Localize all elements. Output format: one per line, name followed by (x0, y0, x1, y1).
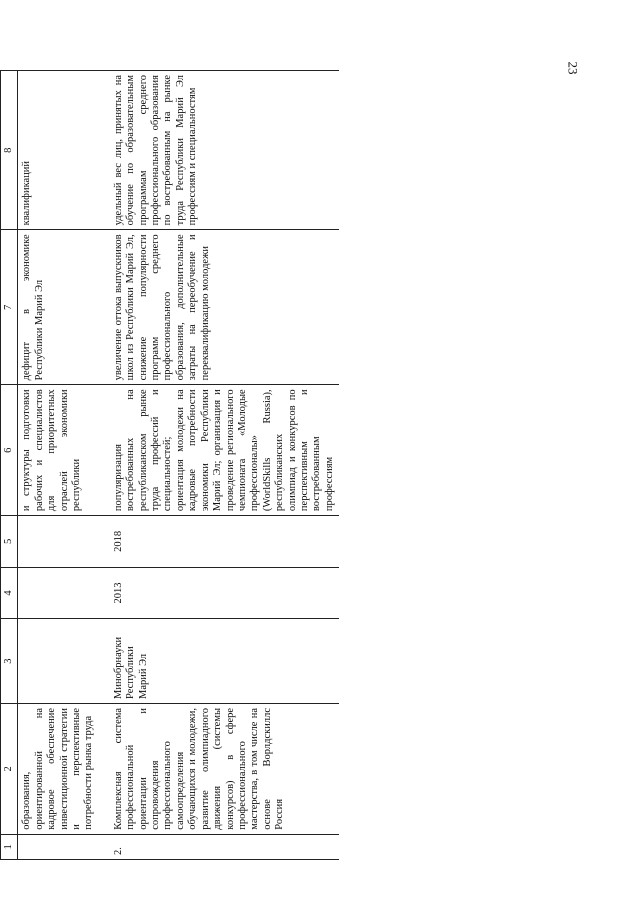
cell-consequences: увеличение оттока выпускников школ из Республики Марий Эл, снижение популярности программ среднего профессионального образования, дополнительные затраты на переобучение и переквалификацию молодежи (99, 230, 339, 385)
cell-num: 2. (99, 834, 339, 859)
header-col-3: 3 (1, 619, 18, 704)
cell-result: популяризация востребованных на республиканском рынке труда профессий и специальностей; ориентация молодежи на кадровые потребности экономики Республики Марий Эл; организация и проведение регионального чемпионата «Молодые профессионалы» (WorldSkills Russia), республиканских олимпиад и конкурсов по перспективным и востребованным профессиям (99, 385, 339, 516)
cell-start: 2013 (99, 567, 339, 619)
cell-end: 2018 (99, 516, 339, 568)
header-col-8: 8 (1, 71, 18, 230)
cell-link: квалификаций (18, 71, 99, 230)
header-col-6: 6 (1, 385, 18, 516)
cell-measure: образования, ориентированной на кадровое обеспечение инвестиционной стратегии и перспективные потребности рынка труда (18, 703, 99, 834)
cell-result: и структуры подготовки рабочих и специалистов для приоритетных отраслей экономики республики (18, 385, 99, 516)
cell-consequences: дефицит в экономике Республики Марий Эл (18, 230, 99, 385)
measures-table (0, 70, 339, 860)
table-row (18, 71, 99, 860)
page-number: 23 (565, 61, 581, 75)
cell-measure: Комплексная система профессиональной ориентации и сопровождения профессионального самоопределения обучающихся и молодежи, развитие олимпиадного движения (системы конкурсов) в сфере профессионального мастерства, в том числе на основе Ворлдскиллс Россия (99, 703, 339, 834)
rotated-table-container (0, 70, 430, 860)
header-row (1, 71, 18, 860)
header-col-5: 5 (1, 516, 18, 568)
cell-link: удельный вес лиц, принятых на обучение по образовательным программам среднего профессионального образования по востребованным на рынке труда Республики Марий Эл профессиям и специальностям (99, 71, 339, 230)
cell-executor (18, 619, 99, 704)
cell-end (18, 516, 99, 568)
header-col-7: 7 (1, 230, 18, 385)
header-col-1: 1 (1, 834, 18, 859)
table-row (99, 71, 339, 860)
header-col-4: 4 (1, 567, 18, 619)
cell-num (18, 834, 99, 859)
cell-start (18, 567, 99, 619)
cell-executor: Минобрнауки Республики Марий Эл (99, 619, 339, 704)
header-col-2: 2 (1, 703, 18, 834)
